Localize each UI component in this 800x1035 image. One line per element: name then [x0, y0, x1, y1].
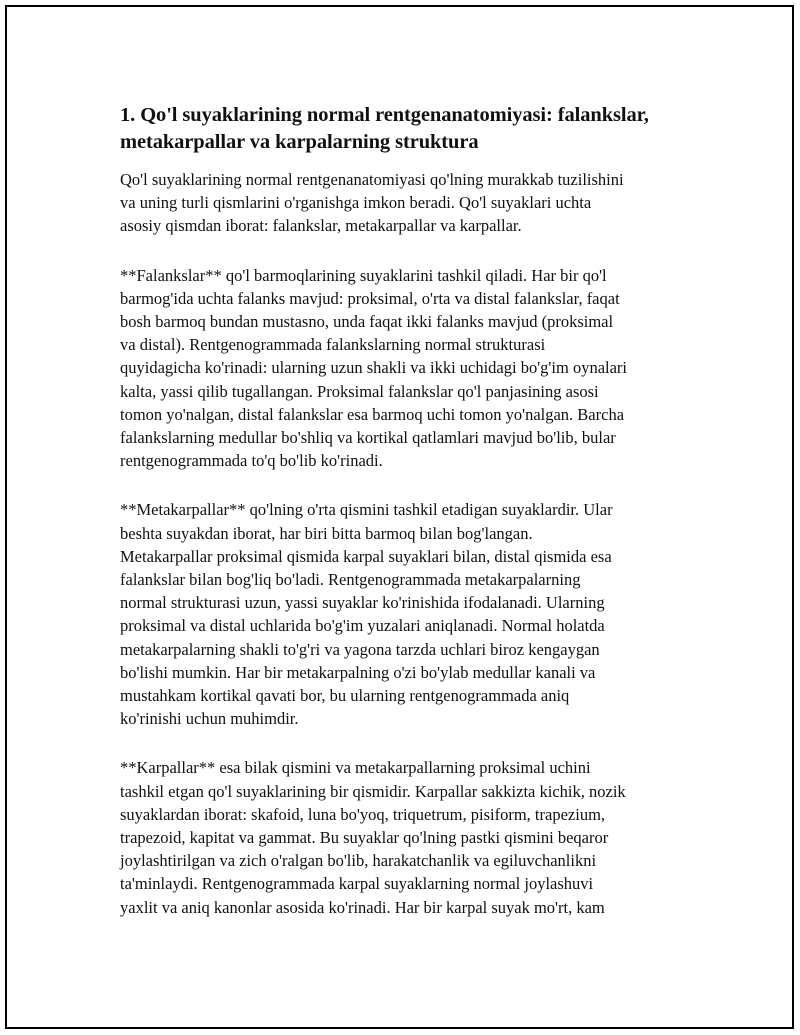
text-line: falankslarning medullar bo'shliq va kortikal qatlamlari mavjud bo'lib, bular	[120, 428, 616, 448]
text-line: rentgenogrammada to'q bo'lib ko'rinadi.	[120, 451, 383, 471]
text-line: va distal). Rentgenogrammada falankslarning normal strukturasi	[120, 335, 546, 355]
page-frame	[5, 5, 794, 1029]
text-line: barmog'ida uchta falanks mavjud: proksimal, o'rta va distal falankslar, faqat	[120, 288, 620, 308]
text-line: kalta, yassi qilib tugallangan. Proksimal falankslar qo'l panjasining asosi	[120, 381, 599, 401]
document-body	[120, 102, 700, 945]
text-line: beshta suyakdan iborat, har biri bitta barmoq bilan bog'langan.	[120, 523, 533, 543]
text-line: bo'lishi mumkin. Har bir metakarpalning o'zi bo'ylab medullar kanali va	[120, 662, 596, 682]
title-line: metakarpallar va karpalarning struktura	[120, 131, 479, 153]
text-line: bosh barmoq bundan mustasno, unda faqat ikki falanks mavjud (proksimal	[120, 312, 614, 332]
text-line: proksimal va distal uchlarida bo'g'im yuzalari aniqlanadi. Normal holatda	[120, 616, 605, 636]
falankslar-paragraph	[120, 264, 700, 473]
text-line: Qo'l suyaklarining normal rentgenanatomiyasi qo'lning murakkab tuzilishini	[120, 170, 624, 189]
title-line: 1. Qo'l suyaklarining normal rentgenanatomiyasi: falankslar,	[120, 104, 649, 126]
text-line: trapezoid, kapitat va gammat. Bu suyaklar qo'lning pastki qismini beqaror	[120, 828, 609, 848]
section-title	[120, 102, 700, 156]
text-line: joylashtirilgan va zich o'ralgan bo'lib, harakatchanlik va egiluvchanlikni	[120, 851, 597, 871]
text-line: suyaklardan iborat: skafoid, luna bo'yoq, triquetrum, pisiform, trapezium,	[120, 804, 606, 824]
text-line: falankslar bilan bog'liq bo'ladi. Rentgenogrammada metakarpalarning	[120, 570, 581, 590]
text-line: Metakarpallar proksimal qismida karpal suyaklari bilan, distal qismida esa	[120, 546, 612, 566]
text-line: asosiy qismdan iborat: falankslar, metakarpallar va karpallar.	[120, 216, 522, 236]
text-line: yaxlit va aniq kanonlar asosida ko'rinadi. Har bir karpal suyak mo'rt, kam	[120, 897, 605, 917]
text-line: tomon yo'nalgan, distal falankslar esa barmoq uchi tomon yo'nalgan. Barcha	[120, 404, 625, 424]
text-line: **Falankslar** qo'l barmoqlarining suyaklarini tashkil qiladi. Har bir qo'l	[120, 265, 607, 285]
karpallar-paragraph	[120, 756, 700, 918]
metakarpallar-paragraph	[120, 498, 700, 730]
intro-paragraph	[120, 168, 700, 238]
text-line: ta'minlaydi. Rentgenogrammada karpal suyaklarning normal joylashuvi	[120, 874, 594, 894]
text-line: quyidagicha ko'rinadi: ularning uzun shakli va ikki uchidagi bo'g'im oynalari	[120, 358, 628, 378]
text-line: metakarpalarning shakli to'g'ri va yagona tarzda uchlari biroz kengaygan	[120, 639, 600, 659]
text-line: **Metakarpallar** qo'lning o'rta qismini tashkil etadigan suyaklardir. Ular	[120, 500, 613, 520]
text-line: **Karpallar** esa bilak qismini va metakarpallarning proksimal uchini	[120, 758, 591, 778]
text-line: tashkil etgan qo'l suyaklarining bir qismidir. Karpallar sakkizta kichik, nozik	[120, 781, 626, 801]
text-line: va uning turli qismlarini o'rganishga imkon beradi. Qo'l suyaklari uchta	[120, 193, 592, 213]
text-line: mustahkam kortikal qavati bor, bu ularning rentgenogrammada aniq	[120, 686, 570, 706]
text-line: normal strukturasi uzun, yassi suyaklar ko'rinishida ifodalanadi. Ularning	[120, 593, 605, 613]
text-line: ko'rinishi uchun muhimdir.	[120, 709, 299, 729]
